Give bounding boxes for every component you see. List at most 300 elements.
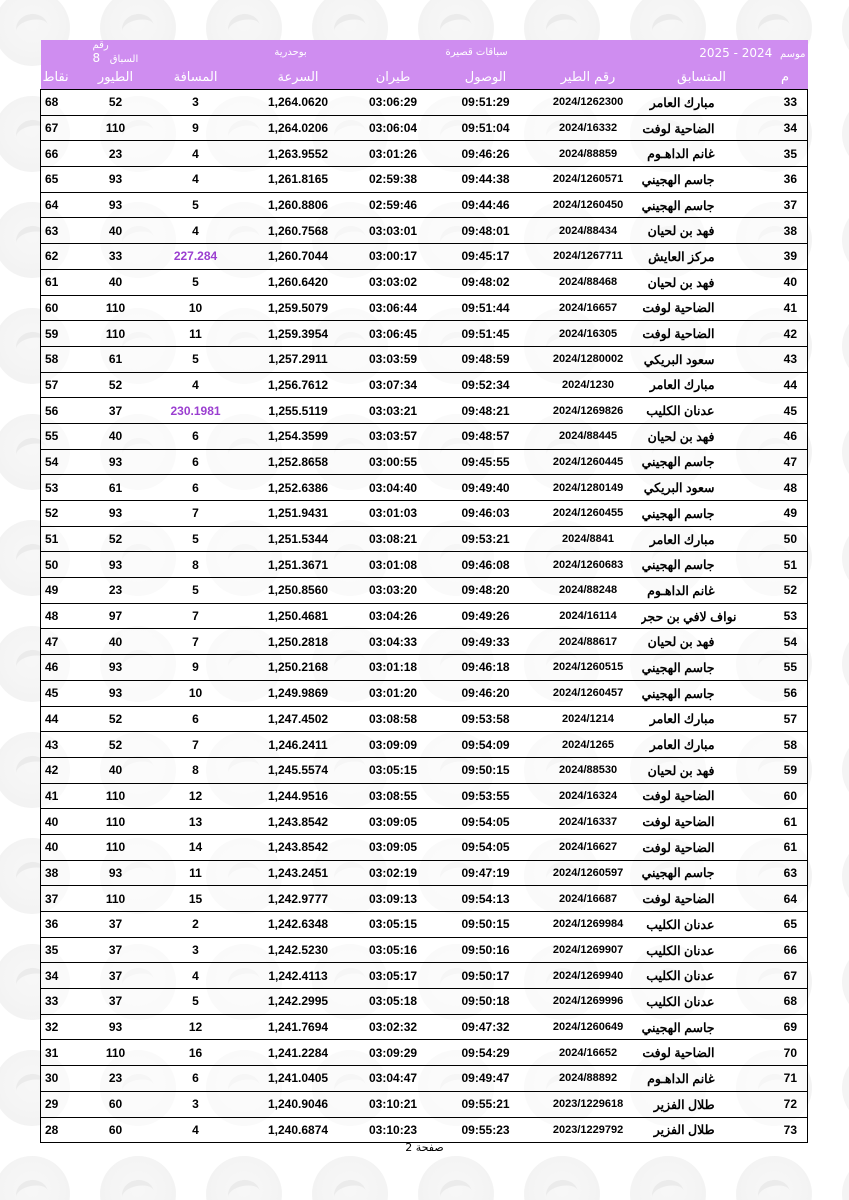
race-number-label: رقم السباق bbox=[92, 40, 139, 65]
cell-points: 45 bbox=[41, 680, 86, 706]
cell-birds: 52 bbox=[86, 706, 146, 732]
cell-birds: 93 bbox=[86, 192, 146, 218]
cell-participant: جاسم الهجيني bbox=[641, 449, 763, 475]
table-row bbox=[41, 1091, 808, 1117]
cell-birds: 40 bbox=[86, 629, 146, 655]
cell-points: 40 bbox=[41, 834, 86, 860]
cell-arrival: 09:54:13 bbox=[436, 886, 536, 912]
cell-rank: 33 bbox=[763, 90, 808, 116]
cell-rank: 59 bbox=[763, 757, 808, 783]
cell-participant: عدنان الكليب bbox=[641, 963, 763, 989]
cell-arrival: 09:53:21 bbox=[436, 526, 536, 552]
cell-participant: مبارك العامر bbox=[641, 90, 763, 116]
cell-points: 31 bbox=[41, 1040, 86, 1066]
cell-distance: 11 bbox=[146, 321, 246, 347]
cell-speed: 1,250.2168 bbox=[246, 655, 351, 681]
cell-distance: 8 bbox=[146, 757, 246, 783]
cell-ring-number: 2024/1260571 bbox=[536, 167, 641, 193]
cell-ring-number: 2024/16337 bbox=[536, 809, 641, 835]
cell-rank: 69 bbox=[763, 1014, 808, 1040]
cell-speed: 1,241.7694 bbox=[246, 1014, 351, 1040]
cell-arrival: 09:49:40 bbox=[436, 475, 536, 501]
cell-points: 56 bbox=[41, 398, 86, 424]
cell-birds: 40 bbox=[86, 218, 146, 244]
table-row bbox=[41, 501, 808, 527]
col-header-arrival: الوصول bbox=[436, 65, 536, 90]
cell-birds: 40 bbox=[86, 269, 146, 295]
cell-distance: 16 bbox=[146, 1040, 246, 1066]
cell-points: 44 bbox=[41, 706, 86, 732]
cell-flight: 03:05:18 bbox=[351, 989, 436, 1015]
col-header-rank: م bbox=[763, 65, 808, 90]
race-location: بوحدرية bbox=[274, 47, 307, 58]
results-body bbox=[41, 90, 808, 1143]
cell-ring-number: 2024/1260450 bbox=[536, 192, 641, 218]
race-number: 8 bbox=[92, 51, 101, 65]
cell-speed: 1,260.8806 bbox=[246, 192, 351, 218]
cell-flight: 03:03:57 bbox=[351, 423, 436, 449]
cell-arrival: 09:50:17 bbox=[436, 963, 536, 989]
cell-birds: 23 bbox=[86, 578, 146, 604]
cell-flight: 03:01:08 bbox=[351, 552, 436, 578]
cell-arrival: 09:48:01 bbox=[436, 218, 536, 244]
cell-speed: 1,251.3671 bbox=[246, 552, 351, 578]
cell-points: 35 bbox=[41, 937, 86, 963]
table-row bbox=[41, 372, 808, 398]
cell-birds: 40 bbox=[86, 757, 146, 783]
cell-ring-number: 2024/88248 bbox=[536, 578, 641, 604]
cell-points: 51 bbox=[41, 526, 86, 552]
cell-birds: 33 bbox=[86, 244, 146, 270]
cell-participant: الضاحية لوفت bbox=[641, 834, 763, 860]
cell-birds: 40 bbox=[86, 423, 146, 449]
cell-rank: 65 bbox=[763, 912, 808, 938]
cell-points: 59 bbox=[41, 321, 86, 347]
cell-points: 40 bbox=[41, 809, 86, 835]
cell-distance: 6 bbox=[146, 423, 246, 449]
cell-speed: 1,257.2911 bbox=[246, 346, 351, 372]
cell-arrival: 09:51:44 bbox=[436, 295, 536, 321]
cell-distance: 14 bbox=[146, 834, 246, 860]
cell-distance: 4 bbox=[146, 218, 246, 244]
cell-rank: 58 bbox=[763, 732, 808, 758]
cell-distance: 4 bbox=[146, 167, 246, 193]
cell-distance: 5 bbox=[146, 192, 246, 218]
cell-distance: 7 bbox=[146, 501, 246, 527]
cell-distance: 2 bbox=[146, 912, 246, 938]
cell-flight: 03:01:03 bbox=[351, 501, 436, 527]
cell-ring-number: 2024/1260457 bbox=[536, 680, 641, 706]
cell-ring-number: 2024/16627 bbox=[536, 834, 641, 860]
cell-distance: 4 bbox=[146, 141, 246, 167]
watermark-logo bbox=[842, 1156, 849, 1200]
table-row bbox=[41, 192, 808, 218]
cell-points: 33 bbox=[41, 989, 86, 1015]
cell-ring-number: 2023/1229792 bbox=[536, 1117, 641, 1143]
cell-rank: 57 bbox=[763, 706, 808, 732]
cell-flight: 03:06:44 bbox=[351, 295, 436, 321]
cell-speed: 1,242.4113 bbox=[246, 963, 351, 989]
cell-flight: 03:06:45 bbox=[351, 321, 436, 347]
cell-distance: 3 bbox=[146, 90, 246, 116]
cell-participant: فهد بن لحيان bbox=[641, 757, 763, 783]
cell-rank: 38 bbox=[763, 218, 808, 244]
cell-rank: 43 bbox=[763, 346, 808, 372]
cell-rank: 54 bbox=[763, 629, 808, 655]
cell-participant: الضاحية لوفت bbox=[641, 809, 763, 835]
cell-participant: عدنان الكليب bbox=[641, 398, 763, 424]
cell-arrival: 09:50:18 bbox=[436, 989, 536, 1015]
cell-flight: 03:02:19 bbox=[351, 860, 436, 886]
cell-speed: 1,255.5119 bbox=[246, 398, 351, 424]
cell-points: 47 bbox=[41, 629, 86, 655]
cell-speed: 1,256.7612 bbox=[246, 372, 351, 398]
cell-speed: 1,252.8658 bbox=[246, 449, 351, 475]
cell-ring-number: 2024/1280149 bbox=[536, 475, 641, 501]
cell-rank: 56 bbox=[763, 680, 808, 706]
table-row bbox=[41, 141, 808, 167]
cell-participant: طلال الفزير bbox=[641, 1091, 763, 1117]
cell-distance: 5 bbox=[146, 346, 246, 372]
watermark-logo bbox=[312, 1156, 388, 1200]
cell-arrival: 09:50:16 bbox=[436, 937, 536, 963]
cell-points: 53 bbox=[41, 475, 86, 501]
cell-participant: مركز العايش bbox=[641, 244, 763, 270]
cell-ring-number: 2024/16687 bbox=[536, 886, 641, 912]
cell-distance: 11 bbox=[146, 860, 246, 886]
cell-birds: 23 bbox=[86, 1066, 146, 1092]
cell-birds: 93 bbox=[86, 552, 146, 578]
watermark-logo bbox=[206, 1156, 282, 1200]
cell-ring-number: 2023/1229618 bbox=[536, 1091, 641, 1117]
cell-participant: الضاحية لوفت bbox=[641, 1040, 763, 1066]
cell-birds: 93 bbox=[86, 860, 146, 886]
cell-points: 65 bbox=[41, 167, 86, 193]
cell-arrival: 09:46:03 bbox=[436, 501, 536, 527]
cell-points: 46 bbox=[41, 655, 86, 681]
cell-arrival: 09:48:57 bbox=[436, 423, 536, 449]
cell-participant: الضاحية لوفت bbox=[641, 783, 763, 809]
cell-flight: 03:01:18 bbox=[351, 655, 436, 681]
cell-flight: 03:05:15 bbox=[351, 757, 436, 783]
cell-participant: جاسم الهجيني bbox=[641, 680, 763, 706]
cell-arrival: 09:51:04 bbox=[436, 115, 536, 141]
cell-distance: 227.284 bbox=[146, 244, 246, 270]
cell-birds: 23 bbox=[86, 141, 146, 167]
cell-birds: 93 bbox=[86, 1014, 146, 1040]
col-header-birds: الطيور bbox=[86, 65, 146, 90]
cell-arrival: 09:46:26 bbox=[436, 141, 536, 167]
cell-flight: 03:06:29 bbox=[351, 90, 436, 116]
table-row bbox=[41, 757, 808, 783]
cell-rank: 55 bbox=[763, 655, 808, 681]
cell-distance: 8 bbox=[146, 552, 246, 578]
table-row bbox=[41, 783, 808, 809]
cell-participant: جاسم الهجيني bbox=[641, 501, 763, 527]
cell-ring-number: 2024/16324 bbox=[536, 783, 641, 809]
cell-rank: 64 bbox=[763, 886, 808, 912]
cell-distance: 12 bbox=[146, 1014, 246, 1040]
cell-points: 32 bbox=[41, 1014, 86, 1040]
cell-rank: 70 bbox=[763, 1040, 808, 1066]
cell-ring-number: 2024/1280002 bbox=[536, 346, 641, 372]
cell-points: 60 bbox=[41, 295, 86, 321]
cell-birds: 37 bbox=[86, 912, 146, 938]
watermark-logo bbox=[630, 1156, 706, 1200]
cell-points: 34 bbox=[41, 963, 86, 989]
table-row bbox=[41, 809, 808, 835]
cell-points: 29 bbox=[41, 1091, 86, 1117]
cell-participant: فهد بن لحيان bbox=[641, 218, 763, 244]
cell-arrival: 09:55:21 bbox=[436, 1091, 536, 1117]
cell-rank: 71 bbox=[763, 1066, 808, 1092]
results-sheet bbox=[40, 40, 807, 1143]
watermark-logo bbox=[842, 520, 849, 596]
cell-participant: جاسم الهجيني bbox=[641, 655, 763, 681]
cell-ring-number: 2024/1265 bbox=[536, 732, 641, 758]
cell-distance: 13 bbox=[146, 809, 246, 835]
watermark-logo bbox=[418, 1156, 494, 1200]
table-row bbox=[41, 475, 808, 501]
cell-rank: 61 bbox=[763, 834, 808, 860]
cell-points: 50 bbox=[41, 552, 86, 578]
cell-birds: 37 bbox=[86, 398, 146, 424]
location-cell bbox=[146, 40, 436, 65]
cell-distance: 5 bbox=[146, 269, 246, 295]
cell-points: 36 bbox=[41, 912, 86, 938]
cell-speed: 1,260.6420 bbox=[246, 269, 351, 295]
table-row bbox=[41, 167, 808, 193]
cell-speed: 1,259.3954 bbox=[246, 321, 351, 347]
table-row bbox=[41, 886, 808, 912]
cell-speed: 1,246.2411 bbox=[246, 732, 351, 758]
cell-flight: 03:03:02 bbox=[351, 269, 436, 295]
table-row bbox=[41, 963, 808, 989]
watermark-logo bbox=[842, 0, 849, 66]
cell-birds: 93 bbox=[86, 501, 146, 527]
table-row bbox=[41, 346, 808, 372]
cell-ring-number: 2024/1230 bbox=[536, 372, 641, 398]
cell-ring-number: 2024/88434 bbox=[536, 218, 641, 244]
cell-ring-number: 2024/1269826 bbox=[536, 398, 641, 424]
cell-flight: 03:03:20 bbox=[351, 578, 436, 604]
cell-arrival: 09:53:55 bbox=[436, 783, 536, 809]
table-row bbox=[41, 552, 808, 578]
cell-flight: 03:08:21 bbox=[351, 526, 436, 552]
cell-points: 48 bbox=[41, 603, 86, 629]
column-header-row bbox=[41, 65, 808, 90]
cell-participant: فهد بن لحيان bbox=[641, 629, 763, 655]
cell-flight: 03:01:20 bbox=[351, 680, 436, 706]
cell-rank: 45 bbox=[763, 398, 808, 424]
cell-speed: 1,264.0206 bbox=[246, 115, 351, 141]
cell-arrival: 09:44:38 bbox=[436, 167, 536, 193]
cell-rank: 66 bbox=[763, 937, 808, 963]
cell-arrival: 09:52:34 bbox=[436, 372, 536, 398]
cell-points: 67 bbox=[41, 115, 86, 141]
cell-rank: 68 bbox=[763, 989, 808, 1015]
cell-ring-number: 2024/1269940 bbox=[536, 963, 641, 989]
cell-arrival: 09:45:55 bbox=[436, 449, 536, 475]
cell-rank: 48 bbox=[763, 475, 808, 501]
cell-participant: مبارك العامر bbox=[641, 372, 763, 398]
table-row bbox=[41, 860, 808, 886]
cell-distance: 3 bbox=[146, 937, 246, 963]
cell-arrival: 09:50:15 bbox=[436, 912, 536, 938]
cell-distance: 9 bbox=[146, 655, 246, 681]
cell-flight: 03:05:16 bbox=[351, 937, 436, 963]
table-row bbox=[41, 1014, 808, 1040]
cell-flight: 03:09:05 bbox=[351, 809, 436, 835]
cell-speed: 1,240.9046 bbox=[246, 1091, 351, 1117]
cell-birds: 52 bbox=[86, 732, 146, 758]
col-header-participant: المتسابق bbox=[641, 65, 763, 90]
cell-points: 30 bbox=[41, 1066, 86, 1092]
cell-speed: 1,263.9552 bbox=[246, 141, 351, 167]
cell-flight: 02:59:38 bbox=[351, 167, 436, 193]
cell-distance: 5 bbox=[146, 989, 246, 1015]
cell-ring-number: 2024/16114 bbox=[536, 603, 641, 629]
cell-flight: 03:05:17 bbox=[351, 963, 436, 989]
col-header-points: نقاط bbox=[41, 65, 86, 90]
cell-ring-number: 2024/1269907 bbox=[536, 937, 641, 963]
cell-rank: 35 bbox=[763, 141, 808, 167]
cell-speed: 1,254.3599 bbox=[246, 423, 351, 449]
cell-rank: 67 bbox=[763, 963, 808, 989]
cell-birds: 110 bbox=[86, 809, 146, 835]
cell-participant: نواف لافي بن حجر bbox=[641, 603, 763, 629]
cell-participant: سعود البريكي bbox=[641, 346, 763, 372]
season-years: 2025 - 2024 bbox=[699, 45, 773, 60]
cell-ring-number: 2024/16332 bbox=[536, 115, 641, 141]
cell-speed: 1,240.6874 bbox=[246, 1117, 351, 1143]
cell-speed: 1,260.7568 bbox=[246, 218, 351, 244]
cell-participant: جاسم الهجيني bbox=[641, 192, 763, 218]
cell-ring-number: 2024/1260597 bbox=[536, 860, 641, 886]
cell-birds: 110 bbox=[86, 834, 146, 860]
cell-speed: 1,242.5230 bbox=[246, 937, 351, 963]
cell-flight: 03:04:40 bbox=[351, 475, 436, 501]
cell-ring-number: 2024/16652 bbox=[536, 1040, 641, 1066]
table-row bbox=[41, 989, 808, 1015]
cell-ring-number: 2024/16657 bbox=[536, 295, 641, 321]
cell-birds: 61 bbox=[86, 346, 146, 372]
cell-distance: 6 bbox=[146, 706, 246, 732]
cell-flight: 03:04:26 bbox=[351, 603, 436, 629]
cell-rank: 51 bbox=[763, 552, 808, 578]
cell-points: 52 bbox=[41, 501, 86, 527]
cell-flight: 03:03:01 bbox=[351, 218, 436, 244]
cell-rank: 40 bbox=[763, 269, 808, 295]
cell-arrival: 09:54:29 bbox=[436, 1040, 536, 1066]
cell-participant: جاسم الهجيني bbox=[641, 552, 763, 578]
cell-distance: 6 bbox=[146, 475, 246, 501]
cell-participant: طلال الفزير bbox=[641, 1117, 763, 1143]
cell-flight: 03:00:55 bbox=[351, 449, 436, 475]
cell-arrival: 09:48:20 bbox=[436, 578, 536, 604]
cell-ring-number: 2024/1214 bbox=[536, 706, 641, 732]
cell-distance: 10 bbox=[146, 295, 246, 321]
table-row bbox=[41, 655, 808, 681]
col-header-speed: السرعة bbox=[246, 65, 351, 90]
cell-rank: 34 bbox=[763, 115, 808, 141]
cell-ring-number: 2024/88859 bbox=[536, 141, 641, 167]
watermark-logo bbox=[524, 1156, 600, 1200]
cell-participant: عدنان الكليب bbox=[641, 937, 763, 963]
cell-ring-number: 2024/88468 bbox=[536, 269, 641, 295]
cell-rank: 72 bbox=[763, 1091, 808, 1117]
cell-flight: 03:01:26 bbox=[351, 141, 436, 167]
cell-distance: 4 bbox=[146, 372, 246, 398]
cell-birds: 93 bbox=[86, 167, 146, 193]
cell-speed: 1,260.7044 bbox=[246, 244, 351, 270]
cell-distance: 15 bbox=[146, 886, 246, 912]
cell-flight: 02:59:46 bbox=[351, 192, 436, 218]
cell-ring-number: 2024/88445 bbox=[536, 423, 641, 449]
cell-points: 66 bbox=[41, 141, 86, 167]
cell-speed: 1,244.9516 bbox=[246, 783, 351, 809]
table-row bbox=[41, 295, 808, 321]
cell-distance: 5 bbox=[146, 578, 246, 604]
table-row bbox=[41, 449, 808, 475]
cell-rank: 60 bbox=[763, 783, 808, 809]
race-number-cell bbox=[41, 40, 146, 65]
cell-speed: 1,243.8542 bbox=[246, 834, 351, 860]
cell-flight: 03:03:21 bbox=[351, 398, 436, 424]
cell-points: 62 bbox=[41, 244, 86, 270]
cell-arrival: 09:49:26 bbox=[436, 603, 536, 629]
cell-birds: 93 bbox=[86, 680, 146, 706]
cell-ring-number: 2024/1267711 bbox=[536, 244, 641, 270]
season-cell bbox=[641, 40, 808, 65]
cell-speed: 1,251.5344 bbox=[246, 526, 351, 552]
cell-participant: الضاحية لوفت bbox=[641, 886, 763, 912]
cell-speed: 1,247.4502 bbox=[246, 706, 351, 732]
cell-arrival: 09:46:18 bbox=[436, 655, 536, 681]
cell-arrival: 09:48:21 bbox=[436, 398, 536, 424]
table-row bbox=[41, 90, 808, 116]
cell-flight: 03:03:59 bbox=[351, 346, 436, 372]
cell-points: 68 bbox=[41, 90, 86, 116]
watermark-logo bbox=[842, 414, 849, 490]
cell-ring-number: 2024/88530 bbox=[536, 757, 641, 783]
cell-birds: 110 bbox=[86, 295, 146, 321]
cell-rank: 73 bbox=[763, 1117, 808, 1143]
cell-speed: 1,242.2995 bbox=[246, 989, 351, 1015]
cell-points: 57 bbox=[41, 372, 86, 398]
col-header-distance: المسافة bbox=[146, 65, 246, 90]
table-row bbox=[41, 603, 808, 629]
cell-participant: عدنان الكليب bbox=[641, 989, 763, 1015]
table-row bbox=[41, 937, 808, 963]
cell-rank: 63 bbox=[763, 860, 808, 886]
cell-flight: 03:06:04 bbox=[351, 115, 436, 141]
cell-speed: 1,241.0405 bbox=[246, 1066, 351, 1092]
cell-birds: 52 bbox=[86, 372, 146, 398]
watermark-logo bbox=[0, 1156, 70, 1200]
cell-rank: 42 bbox=[763, 321, 808, 347]
watermark-logo bbox=[842, 96, 849, 172]
cell-participant: غانم الداهـوم bbox=[641, 578, 763, 604]
cell-participant: الضاحية لوفت bbox=[641, 321, 763, 347]
cell-birds: 97 bbox=[86, 603, 146, 629]
cell-distance: 7 bbox=[146, 603, 246, 629]
cell-flight: 03:10:21 bbox=[351, 1091, 436, 1117]
cell-ring-number: 2024/1269996 bbox=[536, 989, 641, 1015]
cell-birds: 37 bbox=[86, 989, 146, 1015]
cell-arrival: 09:46:08 bbox=[436, 552, 536, 578]
cell-rank: 39 bbox=[763, 244, 808, 270]
